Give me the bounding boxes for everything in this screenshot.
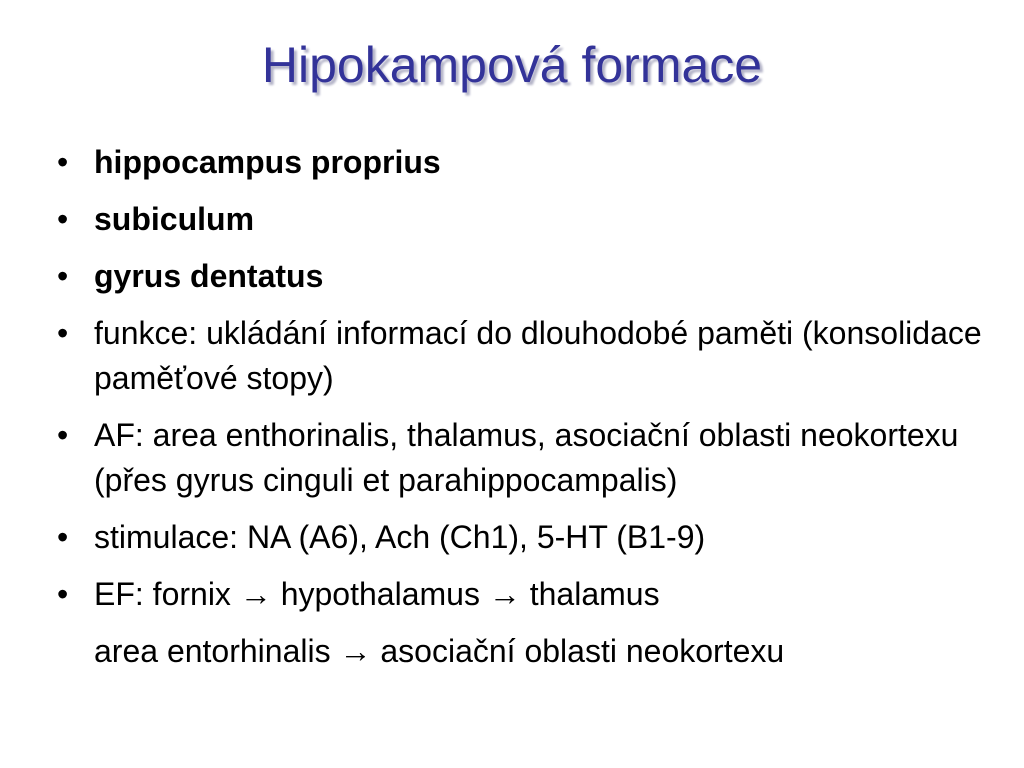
- bullet-icon: •: [57, 144, 69, 180]
- bullet-list: [0, 140, 1024, 674]
- list-item: [0, 413, 1024, 503]
- list-item-text: EF: fornix → hypothalamus → thalamus: [94, 576, 660, 612]
- continuation-line: area entorhinalis → asociační oblasti neokortexu: [94, 633, 785, 669]
- list-item-text: gyrus dentatus: [94, 258, 324, 294]
- list-item-text: funkce: ukládání informací do dlouhodobé paměti (konsolidace paměťové stopy): [94, 315, 982, 396]
- list-item-text: stimulace: NA (A6), Ach (Ch1), 5-HT (B1-9): [94, 519, 706, 555]
- list-item: [0, 197, 1024, 242]
- list-item: [0, 311, 1024, 401]
- list-item: [0, 515, 1024, 560]
- bullet-icon: •: [57, 576, 69, 612]
- bullet-icon: •: [57, 519, 69, 555]
- bullet-icon: •: [57, 258, 69, 294]
- bullet-icon: •: [57, 201, 69, 237]
- list-item: [0, 572, 1024, 617]
- bullet-icon: •: [57, 315, 69, 351]
- list-item-text: AF: area enthorinalis, thalamus, asociační oblasti neokortexu (přes gyrus cinguli et parahippocampalis): [94, 417, 959, 498]
- list-item-text: hippocampus proprius: [94, 144, 441, 180]
- slide-title: Hipokampová formace: [261, 37, 763, 93]
- list-item: [0, 254, 1024, 299]
- list-item: [0, 140, 1024, 185]
- bullet-icon: •: [57, 417, 69, 453]
- list-item-text: subiculum: [94, 201, 255, 237]
